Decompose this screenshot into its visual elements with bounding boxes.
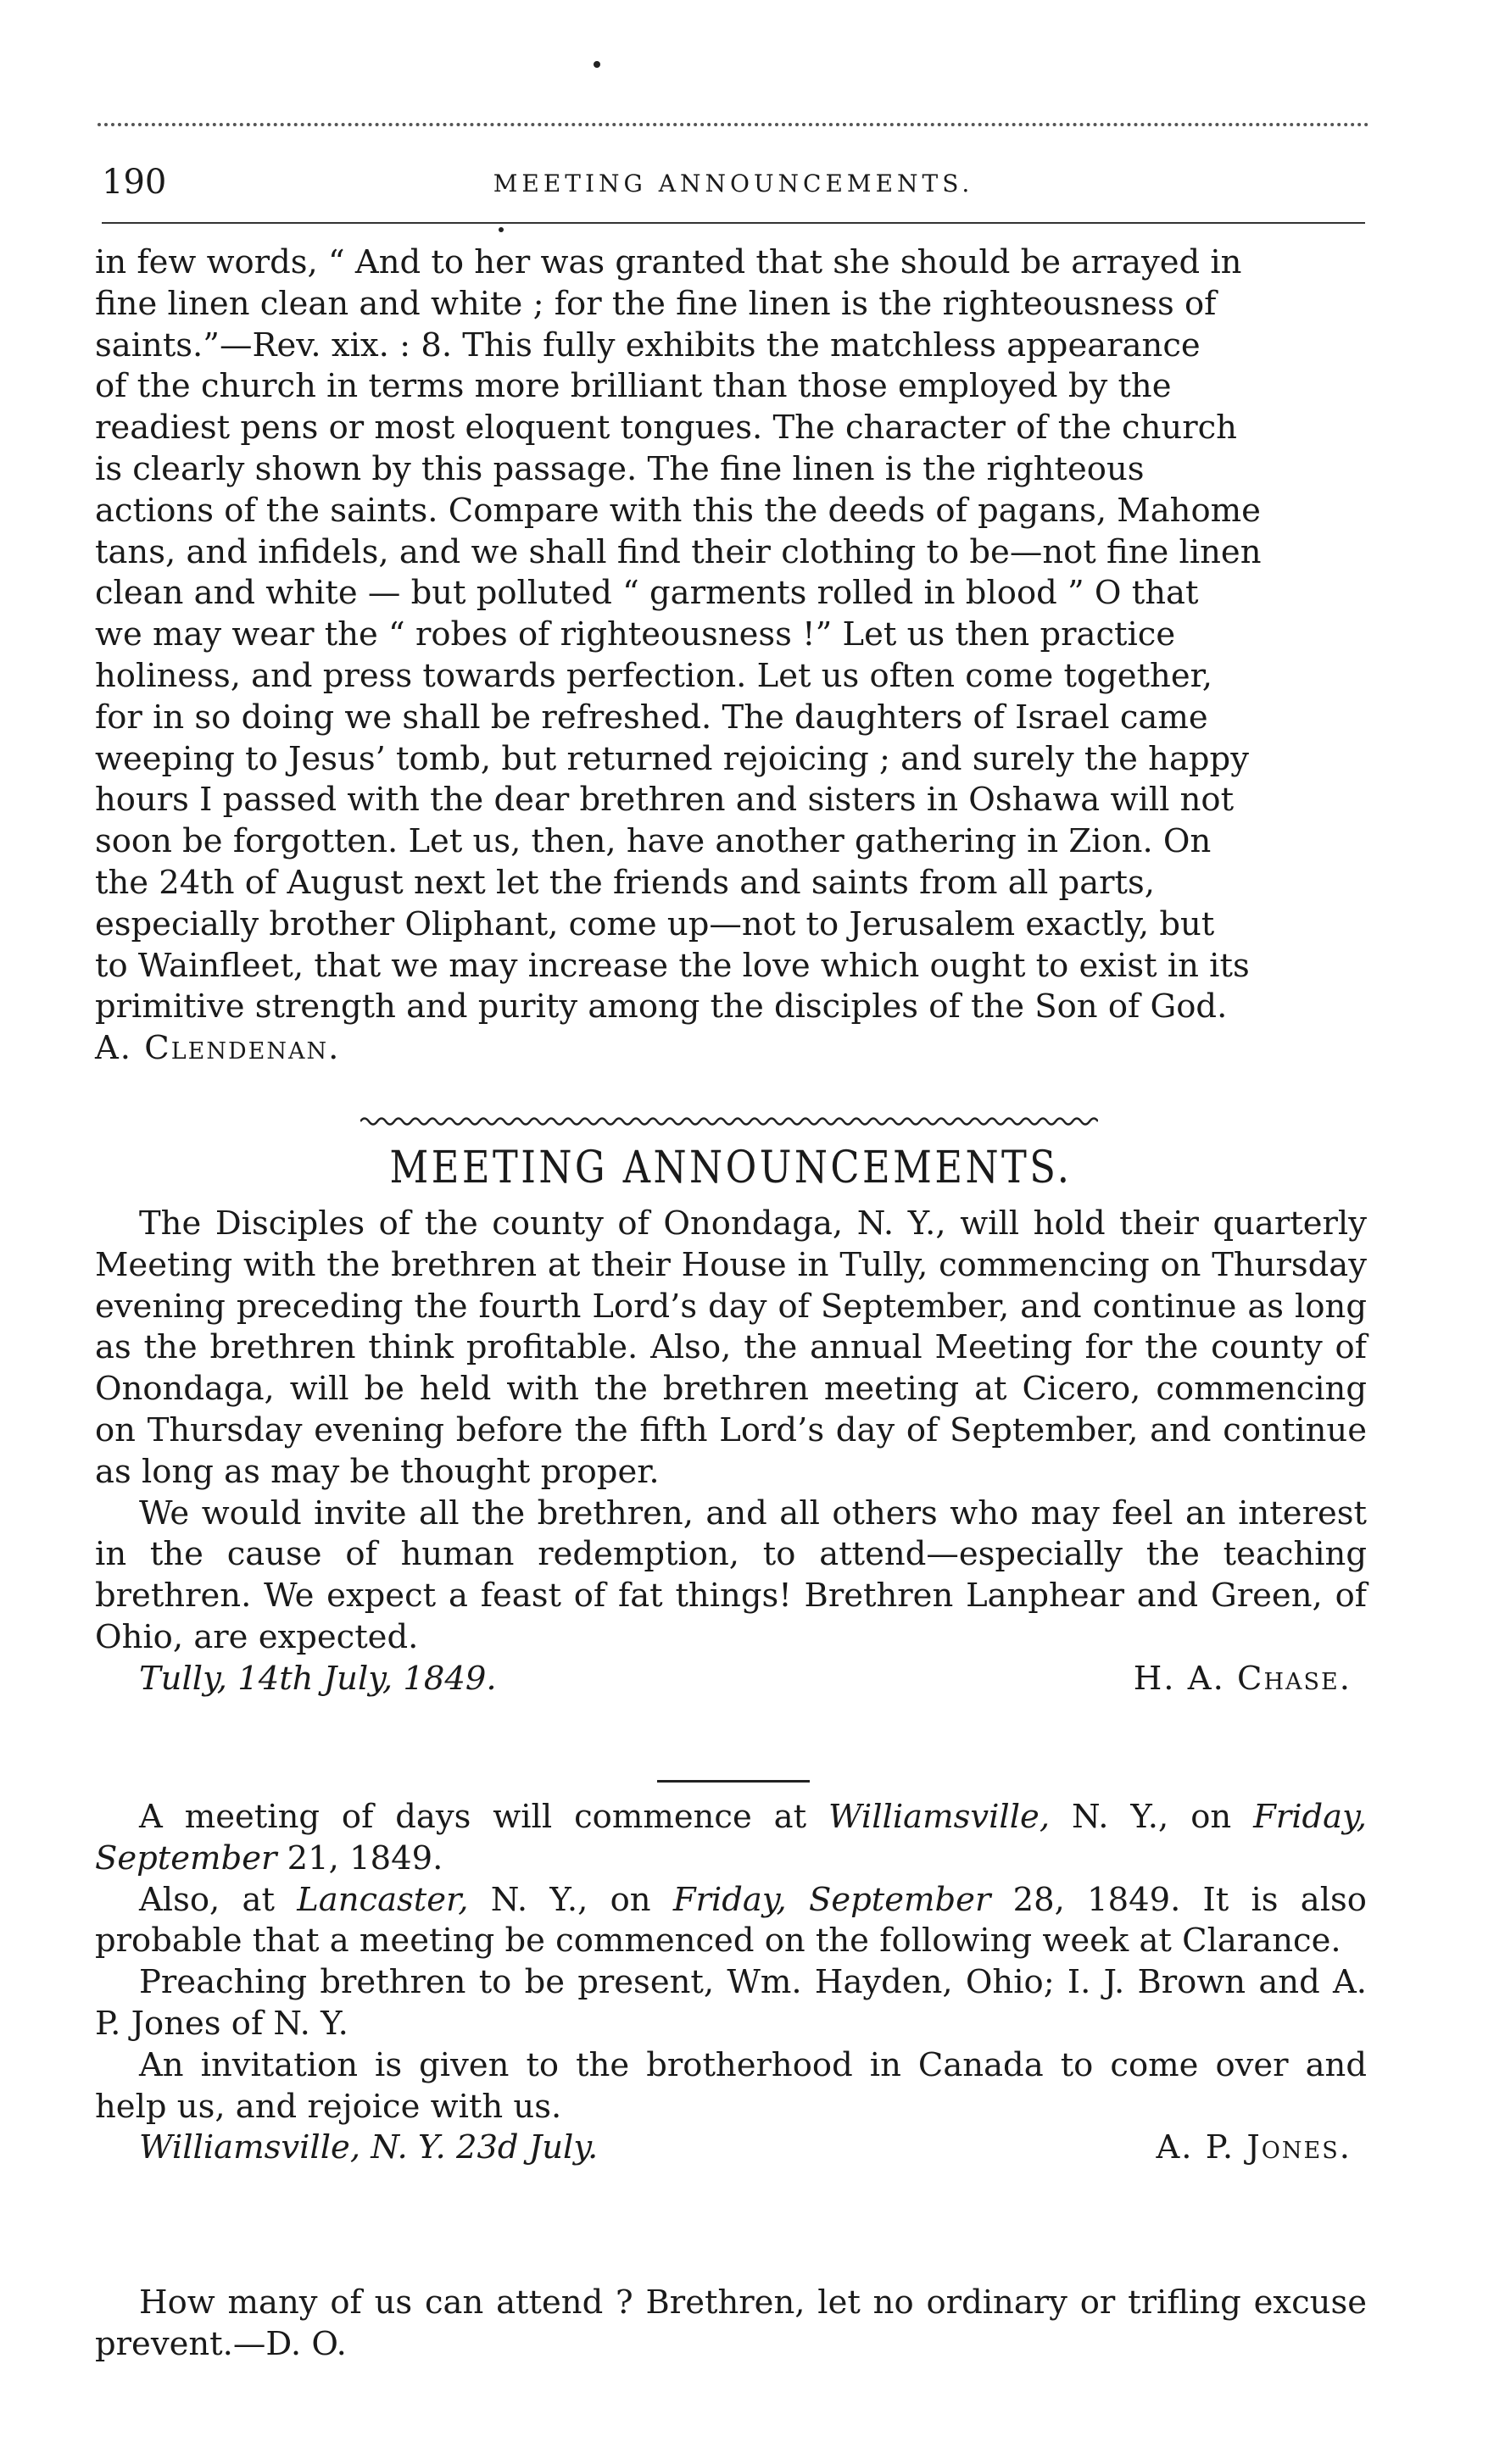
article-line: to Wainfleet, that we may increase the love which ought to exist in its <box>95 946 1250 985</box>
announcement-signature: A. P. Jones. <box>1156 2128 1352 2167</box>
text-run: Also, at <box>139 1880 298 1919</box>
header-rule <box>102 222 1365 224</box>
announcement-williamsville <box>95 1797 1367 2169</box>
article-line: for in so doing we shall be refreshed. The daughters of Israel came <box>95 698 1208 737</box>
announcement-dateline <box>95 2127 1367 2169</box>
text-run: N. Y., on <box>468 1880 673 1919</box>
article-line: is clearly shown by this passage. The fine linen is the righteous <box>95 449 1145 488</box>
article-line: tans, and infidels, and we shall find their clothing to be—not fine linen <box>95 532 1262 571</box>
running-head: MEETING ANNOUNCEMENTS. <box>493 170 974 197</box>
page-number: 190 <box>102 163 167 202</box>
dateline-text: Tully, 14th July, 1849. <box>139 1659 497 1698</box>
announcement-onondaga <box>95 1204 1367 1700</box>
article-line: of the church in terms more brilliant than those employed by the <box>95 367 1172 406</box>
announcement-paragraph <box>95 1880 1367 1963</box>
wavy-divider <box>360 1115 1098 1127</box>
text-run: 28, 1849. It is also probable that a meeting be commenced on the following week at Clarance. <box>95 1880 1367 1961</box>
closing-note <box>95 2283 1367 2366</box>
meeting-date: Friday, September <box>95 1798 1367 1877</box>
article-line: soon be forgotten. Let us, then, have another gathering in Zion. On <box>95 822 1212 861</box>
top-broken-rule <box>98 123 1369 126</box>
article-line: hours I passed with the dear brethren and sisters in Oshawa will not <box>95 781 1235 820</box>
announcement-paragraph: Preaching brethren to be present, Wm. Hayden, Ohio; I. J. Brown and A. P. Jones of N. Y. <box>95 1963 1367 2043</box>
article-line: readiest pens or most eloquent tongues. The character of the church <box>95 409 1237 448</box>
article-line: saints.”—Rev. xix. : 8. This fully exhibits the matchless appearance <box>95 325 1201 364</box>
announcement-paragraph: We would invite all the brethren, and all others who may feel an interest in the cause of human redemption, to attend—especially the teaching brethren. We expect a feast of fat things! Brethren Lanphear and Green, of Ohio, are expected. <box>95 1493 1367 1656</box>
announcement-signature: H. A. Chase. <box>1133 1659 1352 1698</box>
article-line: fine linen clean and white ; for the fine linen is the righteousness of <box>95 284 1217 323</box>
article-signature: A. Clendenan. <box>95 1029 341 1068</box>
article-line: in few words, “ And to her was granted that she should be arrayed in <box>95 243 1242 281</box>
dateline-text: Williamsville, N. Y. 23d July. <box>139 2128 599 2167</box>
short-divider <box>657 1780 810 1783</box>
announcement-paragraph: The Disciples of the county of Onondaga, N. Y., will hold their quarterly Meeting with the brethren at their House in Tully, commencing on Thursday evening preceding the fourth Lord’s day of September, and continue as long as the brethren think profitable. Also, the annual Meeting for the county of Onondaga, will be held with the brethren meeting at Cicero, commencing on Thursday evening before the fifth Lord’s day of September, and continue as long as may be thought proper. <box>95 1204 1367 1491</box>
article-line: especially brother Oliphant, come up—not to Jerusalem exactly, but <box>95 904 1215 943</box>
printer-mark <box>594 61 600 68</box>
article-line: weeping to Jesus’ tomb, but returned rejoicing ; and surely the happy <box>95 739 1249 778</box>
text-run: A meeting of days will commence at <box>139 1798 828 1836</box>
article-line: holiness, and press towards perfection. Let us often come together, <box>95 656 1213 695</box>
page-header <box>102 163 1365 214</box>
article-line: actions of the saints. Compare with this the deeds of pagans, Mahome <box>95 491 1261 530</box>
article-line: clean and white — but polluted “ garments rolled in blood ” O that <box>95 574 1199 613</box>
announcement-paragraph: An invitation is given to the brotherhood in Canada to come over and help us, and rejoice with us. <box>95 2045 1367 2126</box>
closing-paragraph: How many of us can attend ? Brethren, let no ordinary or trifling excuse prevent.—D. O. <box>95 2283 1367 2363</box>
rule-mark <box>499 227 504 232</box>
meeting-date: Friday, September <box>672 1880 991 1919</box>
article-line: the 24th of August next let the friends and saints from all parts, <box>95 863 1156 902</box>
place-name: Williamsville, <box>828 1798 1051 1836</box>
text-run: N. Y., on <box>1050 1798 1254 1836</box>
announcement-paragraph <box>95 1797 1367 1880</box>
section-heading: MEETING ANNOUNCEMENTS. <box>389 1143 1073 1193</box>
article-line: we may wear the “ robes of righteousness !” Let us then practice <box>95 615 1176 654</box>
article-line: primitive strength and purity among the disciples of the Son of God. <box>95 987 1228 1026</box>
text-run: 21, 1849. <box>276 1838 443 1877</box>
place-name: Lancaster, <box>297 1880 469 1919</box>
continued-article <box>95 242 1367 1070</box>
announcement-dateline <box>95 1659 1367 1700</box>
